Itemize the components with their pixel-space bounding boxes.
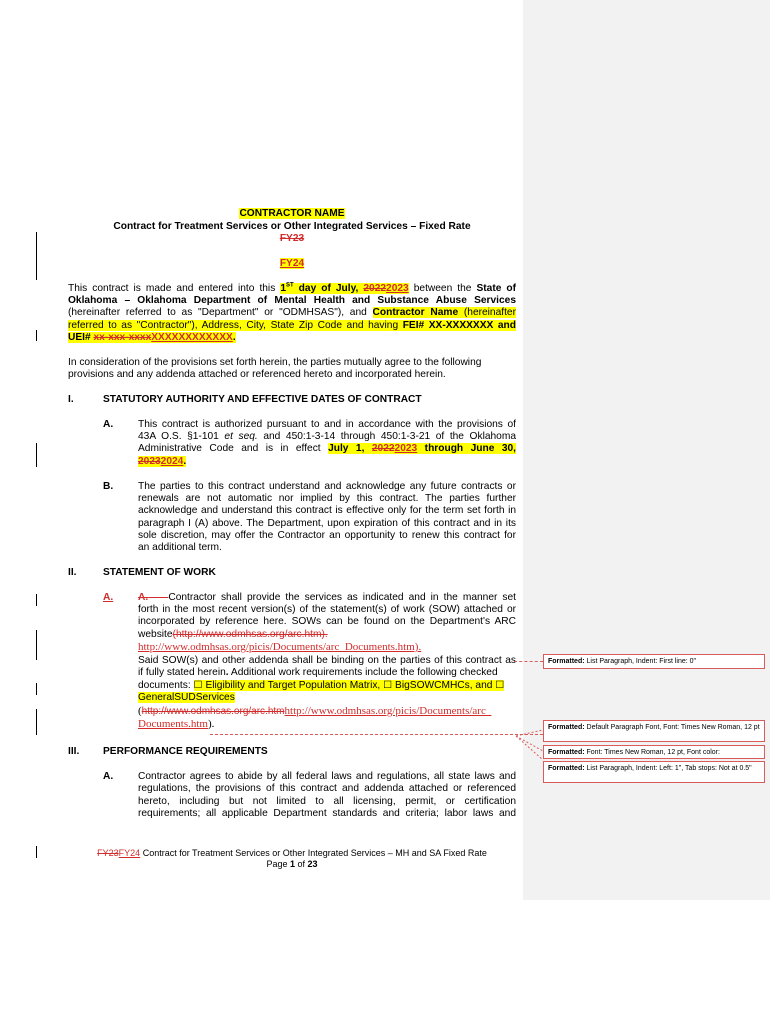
comment-connector — [210, 734, 543, 735]
contractor-name-heading: CONTRACTOR NAME — [239, 208, 345, 219]
section-1b-line-5: sole discretion, may offer the Contractor an opportunity to renew this contract for — [138, 530, 516, 541]
intro-line-2: Oklahoma – Oklahoma Department of Mental Health and Substance Abuse Services — [68, 295, 516, 306]
fiscal-year-inserted: FY24 — [279, 258, 305, 269]
intro-line-1: This contract is made and entered into this 1ST day of July, 20222023 between the State of — [68, 282, 517, 294]
section-2a-line-10: (http://www.odmhsas.org/arc.htmhttp://www.odmhsas.org/picis/Documents/arc_ — [138, 705, 492, 717]
section-3a-line-4: requirements; all applicable Department standards and criteria; labor laws and — [138, 808, 516, 819]
section-2-number: II. — [68, 567, 77, 578]
section-2a-label-inserted: A. — [103, 592, 114, 603]
formatting-comment-2[interactable]: Formatted: Default Paragraph Font, Font: Times New Roman, 12 pt — [543, 720, 765, 742]
fiscal-year-deleted: FY23 — [279, 233, 305, 244]
change-bar — [36, 630, 37, 660]
section-3a-label: A. — [103, 771, 114, 782]
arc-link-deleted[interactable]: (http://www.odmhsas.org/arc.htm). — [172, 629, 328, 640]
section-3a-line-1: Contractor agrees to abide by all federal laws and regulations, all state laws and — [138, 771, 516, 782]
section-1b-line-4: paragraph I (A) above. The Department, upon expiration of this contract and in its — [138, 518, 516, 529]
change-bar — [36, 330, 37, 341]
section-2a-line-11: Documents.htm). — [138, 718, 215, 730]
page-footer: FY23FY24 Contract for Treatment Services or Other Integrated Services – MH and SA Fixed Rate — [97, 848, 487, 858]
section-1a-line-3: Administrative Code and is in effect July 1, 20222023 through June 30, — [138, 443, 516, 454]
change-bar — [36, 232, 37, 280]
change-bar — [36, 594, 37, 606]
change-bar — [36, 443, 37, 467]
section-2a-line-6: Said SOW(s) and other addenda shall be binding on the parties of this contract as — [138, 655, 516, 666]
section-1b-line-3: acknowledge and understand this contract is effective only for the term set forth in — [138, 505, 516, 516]
section-2a-line-7: if fully stated herein. Additional work requirements include the following checked — [138, 667, 498, 678]
formatting-comment-1[interactable]: Formatted: List Paragraph, Indent: First line: 0" — [543, 654, 765, 669]
intro-line-3: (hereinafter referred to as "Department" or "ODMHSAS"), and Contractor Name (hereinafter — [68, 307, 516, 318]
comment-connector — [514, 661, 543, 662]
section-1a-label: A. — [103, 419, 114, 430]
contract-title: Contract for Treatment Services or Other Integrated Services – Fixed Rate — [113, 221, 471, 232]
section-2-title: STATEMENT OF WORK — [103, 567, 216, 578]
section-1a-line-4: 20232024. — [138, 456, 187, 467]
consideration-line-1: In consideration of the provisions set forth herein, the parties mutually agree to the following — [68, 357, 482, 368]
formatting-comment-4[interactable]: Formatted: List Paragraph, Indent: Left: 1", Tab stops: Not at 0.5" — [543, 761, 765, 783]
section-2a-line-1: A. Contractor shall provide the services as indicated and in the manner set — [138, 592, 517, 603]
change-bar — [36, 709, 37, 735]
change-bar — [36, 846, 37, 858]
section-1b-line-1: The parties to this contract understand and acknowledge any future contracts or — [138, 481, 516, 492]
section-3a-line-2: regulations, the provisions of this contract and addenda attached or referenced — [138, 783, 516, 794]
section-2a-line-8: documents: ☐ Eligibility and Target Population Matrix, ☐ BigSOWCMHCs, and ☐ — [138, 680, 505, 691]
section-3a-line-3: hereto, including but not limited to all licensing, permit, or certification — [138, 796, 516, 807]
section-1b-line-2: renewals are not automatic nor implied by this contract. The parties further — [138, 493, 516, 504]
section-1a-line-1: This contract is authorized pursuant to and in accordance with the provisions of — [138, 419, 516, 430]
arc-link-inserted[interactable]: http://www.odmhsas.org/picis/Documents/arc_Documents.htm). — [138, 641, 422, 653]
intro-line-4: referred to as "Contractor"), Address, City, State Zip Code and having FEI# XX-XXXXXXX and — [68, 320, 516, 331]
checked-documents-list[interactable]: ☐ Eligibility and Target Population Matrix, ☐ BigSOWCMHCs, and ☐ — [193, 680, 505, 691]
sud-link-inserted[interactable]: http://www.odmhsas.org/picis/Documents/arc_ — [284, 705, 492, 717]
section-3-title: PERFORMANCE REQUIREMENTS — [103, 746, 268, 757]
section-2a-line-4: website(http://www.odmhsas.org/arc.htm). — [138, 629, 328, 640]
section-2a-line-2: forth in the most recent version(s) of the statement(s) of work (SOW) attached or — [138, 604, 516, 615]
section-2a-line-9: GeneralSUDServices — [138, 692, 235, 703]
sud-link-deleted[interactable]: http://www.odmhsas.org/arc.htm — [141, 706, 285, 717]
consideration-line-2: provisions and any addenda attached or referenced hereto and incorporated herein. — [68, 369, 446, 380]
section-1a-line-2: 43A O.S. §1-101 et seq. and 450:1-3-14 through 450:1-3-21 of the Oklahoma — [138, 431, 516, 442]
section-1-title: STATUTORY AUTHORITY AND EFFECTIVE DATES OF CONTRACT — [103, 394, 422, 405]
section-2a-line-3: incorporated by reference here. SOWs can be found on the Department's ARC — [138, 616, 516, 627]
section-3-number: III. — [68, 746, 80, 757]
change-bar — [36, 683, 37, 695]
section-1b-line-6: an additional term. — [138, 542, 222, 553]
formatting-comment-3[interactable]: Formatted: Font: Times New Roman, 12 pt, Font color: — [543, 745, 765, 759]
section-1-number: I. — [68, 394, 74, 405]
intro-line-5: UEI# xx-xxx-xxxxXXXXXXXXXXXX. — [68, 332, 236, 343]
page-number: Page 1 of 23 — [266, 859, 318, 869]
section-1b-label: B. — [103, 481, 114, 492]
